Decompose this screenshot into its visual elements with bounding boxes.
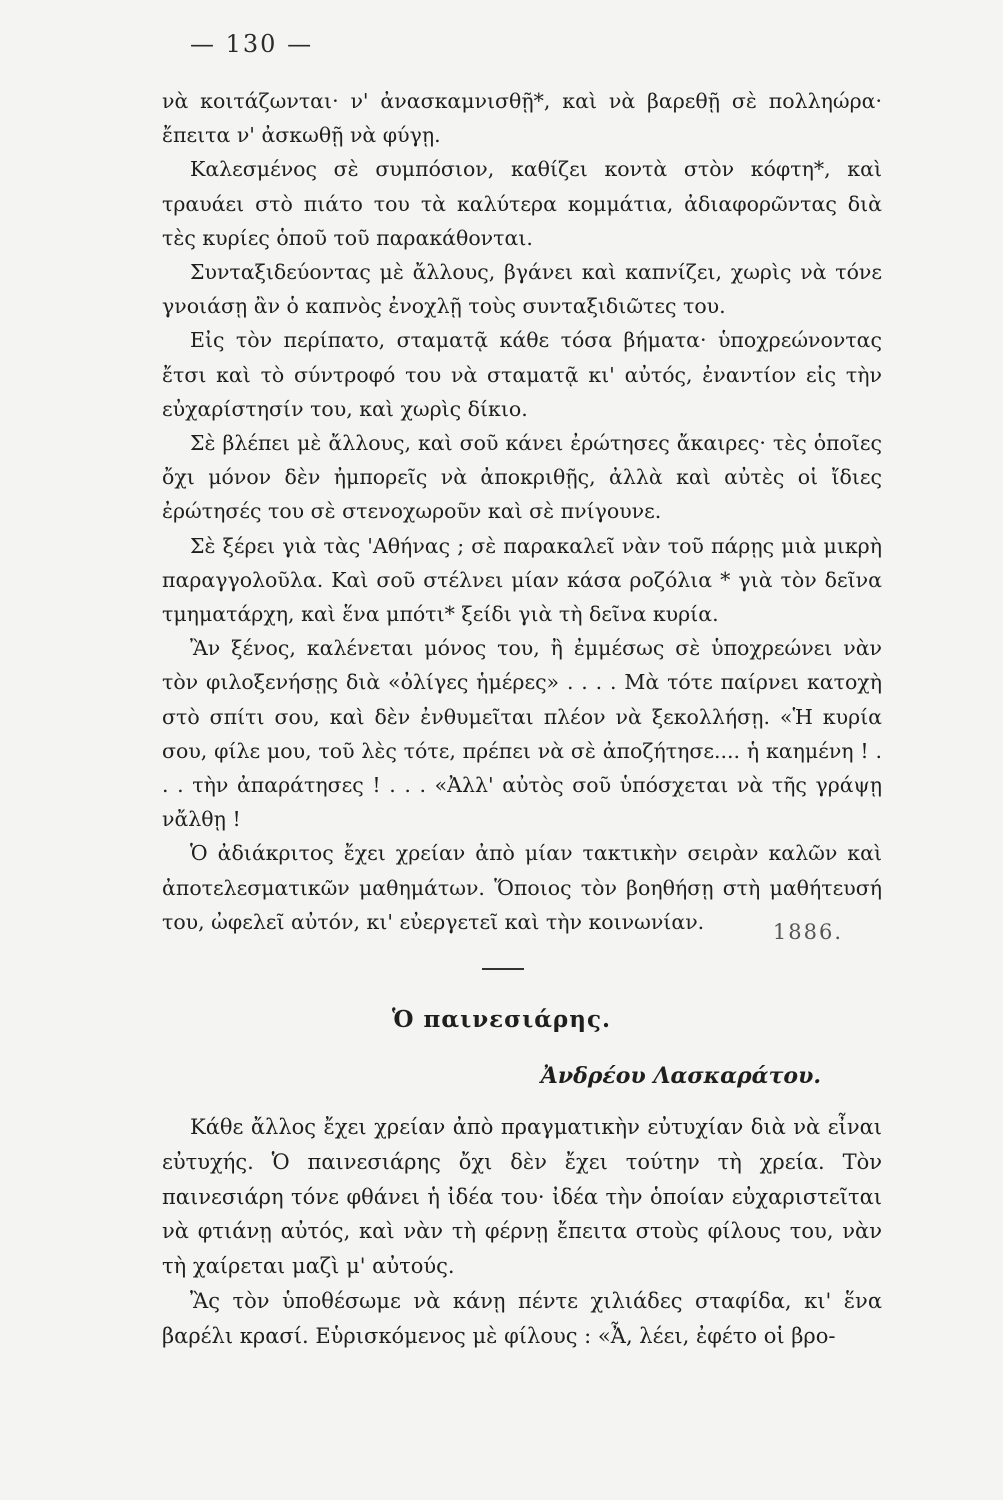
section-divider <box>482 968 524 970</box>
section-title: Ὁ παινεσιάρης. <box>392 1006 611 1033</box>
paragraph: Κάθε ἄλλος ἔχει χρείαν ἀπὸ πραγματικὴν εὐτυχίαν διὰ νὰ εἶναι εὐτυχής. Ὁ παινεσιάρης ὄχι δὲν ἔχει τούτην τὴ χρεία. Τὸν παινεσιάρη τόνε φθάνει ἡ ἰδέα του· ἰδέα τὴν ὁποίαν εὐχαριστεῖται νὰ φτιάνῃ αὐτός, καὶ νὰν τὴ φέρνῃ ἔπειτα στοὺς φίλους του, νὰν τὴ χαίρεται μαζὶ μ' αὐτούς. <box>162 1115 882 1279</box>
paragraph: Εἰς τὸν περίπατο, σταματᾷ κάθε τόσα βήματα· ὑποχρεώνοντας ἔτσι καὶ τὸ σύντροφό του νὰ σταματᾷ κι' αὐτός, ἐναντίον εἰς τὴν εὐχαρίστησίν του, καὶ χωρὶς δίκιο. <box>162 328 882 421</box>
author-name: Ἀνδρέου Λασκαράτου. <box>540 1063 821 1089</box>
paragraph: Καλεσμένος σὲ συμπόσιον, καθίζει κοντὰ στὸν κόφτη*, καὶ τραυάει στὸ πιάτο του τὰ καλύτερα κομμάτια, ἀδιαφορῶντας διὰ τὲς κυρίες ὁποῦ τοῦ παρακάθονται. <box>162 157 882 250</box>
paragraph: Ἂς τὸν ὑποθέσωμε νὰ κάνῃ πέντε χιλιάδες σταφίδα, κι' ἕνα βαρέλι κρασί. Εὑρισκόμενος μὲ φίλους : «Ἆ, λέει, ἐφέτο οἱ βρο- <box>162 1288 882 1348</box>
paragraph: νὰ κοιτάζωνται· ν' ἀνασκαμνισθῇ*, καὶ νὰ βαρεθῇ σὲ πολληώρα· ἔπειτα ν' ἀσκωθῇ νὰ φύγῃ. <box>162 89 882 148</box>
year-label: 1886. <box>772 920 843 944</box>
paragraph: Σὲ ξέρει γιὰ τὰς 'Αθήνας ; σὲ παρακαλεῖ νὰν τοῦ πάρῃς μιὰ μικρὴ παραγγολοῦλα. Καὶ σοῦ στέλνει μίαν κάσα ροζόλια * γιὰ τὸν δεῖνα τμηματάρχη, καὶ ἕνα μπότι* ξείδι γιὰ τὴ δεῖνα κυρία. <box>162 533 882 627</box>
main-text-block <box>162 84 882 939</box>
page-number: — 130 — <box>190 30 314 58</box>
second-text-block <box>162 1110 882 1354</box>
paragraph: Σὲ βλέπει μὲ ἄλλους, καὶ σοῦ κάνει ἐρώτησες ἄκαιρες· τὲς ὁποῖες ὄχι μόνον δὲν ἠμπορεῖς νὰ ἀποκριθῇς, ἀλλὰ καὶ αὐτὲς οἱ ἴδιες ἐρώτησές του σὲ στενοχωροῦν καὶ σὲ πνίγουνε. <box>162 431 882 524</box>
paragraph: Ὁ ἀδιάκριτος ἔχει χρείαν ἀπὸ μίαν τακτικὴν σειρὰν καλῶν καὶ ἀποτελεσματικῶν μαθημάτων. Ὅποιος τὸν βοηθήσῃ στὴ μαθήτευσή του, ὠφελεῖ αὐτόν, κι' εὐεργετεῖ καὶ τὴν κοινωνίαν. <box>162 841 882 934</box>
paragraph: Συνταξιδεύοντας μὲ ἄλλους, βγάνει καὶ καπνίζει, χωρὶς νὰ τόνε γνοιάσῃ ἂν ὁ καπνὸς ἐνοχλῇ τοὺς συνταξιδιῶτες του. <box>162 260 882 319</box>
paragraph: Ἂν ξένος, καλένεται μόνος του, ἢ ἐμμέσως σὲ ὑποχρεώνει νὰν τὸν φιλοξενήσῃς διὰ «ὀλίγες ἡμέρες» . . . . Μὰ τότε παίρνει κατοχὴ στὸ σπίτι σου, καὶ δὲν ἐνθυμεῖται πλέον νὰ ξεκολλήσῃ. «Ἡ κυρία σου, φίλε μου, τοῦ λὲς τότε, πρέπει νὰ σὲ ἀποζήτησε.... ἡ καημένη ! . . . τὴν ἀπαράτησες ! . . . «Ἀλλ' αὐτὸς σοῦ ὑπόσχεται νὰ τῆς γράψῃ νἄλθῃ ! <box>162 636 882 832</box>
